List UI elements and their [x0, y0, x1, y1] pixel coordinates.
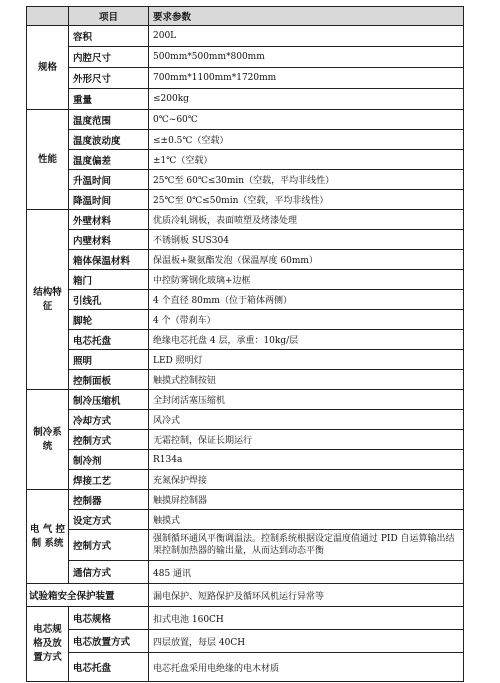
row-item: 外形尺寸	[69, 68, 149, 89]
row-item: 外壁材料	[69, 210, 149, 230]
row-item: 电芯托盘	[69, 653, 149, 682]
table-row	[27, 390, 464, 410]
row-item: 电芯托盘	[69, 330, 149, 350]
category-refrigeration: 制冷系统	[27, 390, 69, 490]
row-item: 内腔尺寸	[69, 47, 149, 68]
row-value: 四层放置，每层 40CH	[149, 630, 464, 653]
table-row	[27, 230, 464, 250]
category-cell: 电芯规格及放置方式	[27, 607, 69, 682]
row-value: 触摸式控制按钮	[149, 370, 464, 390]
header-blank	[27, 7, 69, 26]
row-item: 照明	[69, 350, 149, 370]
table-row	[27, 584, 464, 607]
row-value: 25℃至 60℃≤30min（空载，平均非线性）	[149, 170, 464, 190]
row-item: 容积	[69, 26, 149, 47]
safety-item: 试验箱安全保护装置	[27, 584, 149, 607]
row-value: R134a	[149, 450, 464, 470]
row-item: 控制器	[69, 490, 149, 510]
row-value: 0℃~60℃	[149, 110, 464, 130]
row-value: 4 个直径 80mm（位于箱体两侧）	[149, 290, 464, 310]
table-row	[27, 190, 464, 210]
row-item: 引线孔	[69, 290, 149, 310]
table-row	[27, 68, 464, 89]
table-row	[27, 290, 464, 310]
table-row	[27, 47, 464, 68]
row-item: 电芯规格	[69, 607, 149, 630]
header-item: 项目	[69, 7, 149, 26]
row-value: 风冷式	[149, 410, 464, 430]
row-value: 700mm*1100mm*1720mm	[149, 68, 464, 89]
row-item: 通信方式	[69, 561, 149, 584]
row-value: 全封闭活塞压缩机	[149, 390, 464, 410]
row-item: 设定方式	[69, 510, 149, 530]
row-item: 焊接工艺	[69, 470, 149, 490]
row-item: 升温时间	[69, 170, 149, 190]
category-performance: 性能	[27, 110, 69, 210]
row-value: 200L	[149, 26, 464, 47]
row-item: 降温时间	[69, 190, 149, 210]
row-value: 强制循环通风平衡调温法。控制系统根据设定温度值通过 PID 自运算输出结果控制加热器的输出量，从而达到动态平衡	[149, 530, 464, 561]
table-row	[27, 330, 464, 350]
table-row	[27, 490, 464, 510]
table-row	[27, 450, 464, 470]
category-spec: 规格	[27, 26, 69, 110]
row-item: 控制面板	[69, 370, 149, 390]
row-item: 内壁材料	[69, 230, 149, 250]
row-item: 温度偏差	[69, 150, 149, 170]
row-item: 重量	[69, 89, 149, 110]
table-row	[27, 430, 464, 450]
row-value: 电芯托盘采用电绝缘的电木材质	[149, 653, 464, 682]
table-row	[27, 561, 464, 584]
row-value: ≤200kg	[149, 89, 464, 110]
row-item: 箱体保温材料	[69, 250, 149, 270]
table-row	[27, 150, 464, 170]
row-value: ≤±0.5℃（空载）	[149, 130, 464, 150]
table-row	[27, 653, 464, 682]
table-row	[27, 89, 464, 110]
table-row	[27, 370, 464, 390]
table-row	[27, 530, 464, 561]
table-row	[27, 26, 464, 47]
category-electrical: 电 气 控 制 系统	[27, 490, 69, 584]
category-structure: 结构特征	[27, 210, 69, 390]
row-value: 485 通讯	[149, 561, 464, 584]
table-row	[27, 410, 464, 430]
table-row	[27, 350, 464, 370]
table-row	[27, 210, 464, 230]
row-value: ±1℃（空载）	[149, 150, 464, 170]
spec-table	[26, 6, 464, 682]
table-row	[27, 110, 464, 130]
row-item: 温度波动度	[69, 130, 149, 150]
row-value: 4 个（带刹车）	[149, 310, 464, 330]
row-item: 制冷剂	[69, 450, 149, 470]
row-item: 控制方式	[69, 430, 149, 450]
row-value: 不锈钢板 SUS304	[149, 230, 464, 250]
table-row	[27, 607, 464, 630]
row-value: 优质冷轧钢板，表面喷塑及烤漆处理	[149, 210, 464, 230]
header-requirement: 要求参数	[149, 7, 464, 26]
row-value: 充氮保护焊接	[149, 470, 464, 490]
table-header-row	[27, 7, 464, 26]
table-row	[27, 630, 464, 653]
row-value: 保温板+聚氨酯发泡（保温厚度 60mm）	[149, 250, 464, 270]
row-value: 绝缘电芯托盘 4 层，承重：10kg/层	[149, 330, 464, 350]
table-row	[27, 310, 464, 330]
row-item: 电芯放置方式	[69, 630, 149, 653]
table-row	[27, 170, 464, 190]
table-row	[27, 510, 464, 530]
row-value: 触摸式	[149, 510, 464, 530]
row-value: 触摸屏控制器	[149, 490, 464, 510]
table-row	[27, 270, 464, 290]
table-row	[27, 470, 464, 490]
row-item: 制冷压缩机	[69, 390, 149, 410]
row-value: 500mm*500mm*800mm	[149, 47, 464, 68]
row-item: 冷却方式	[69, 410, 149, 430]
row-value: 扣式电池 160CH	[149, 607, 464, 630]
row-item: 控制方式	[69, 530, 149, 561]
row-value: 25℃至 0℃≤50min（空载，平均非线性）	[149, 190, 464, 210]
row-item: 箱门	[69, 270, 149, 290]
row-value: 无霜控制，保证长期运行	[149, 430, 464, 450]
row-value: LED 照明灯	[149, 350, 464, 370]
row-value: 中控防雾钢化玻璃+边框	[149, 270, 464, 290]
row-item: 脚轮	[69, 310, 149, 330]
table-row	[27, 130, 464, 150]
row-item: 温度范围	[69, 110, 149, 130]
table-row	[27, 250, 464, 270]
safety-value: 漏电保护、短路保护及循环风机运行异常等	[149, 584, 464, 607]
